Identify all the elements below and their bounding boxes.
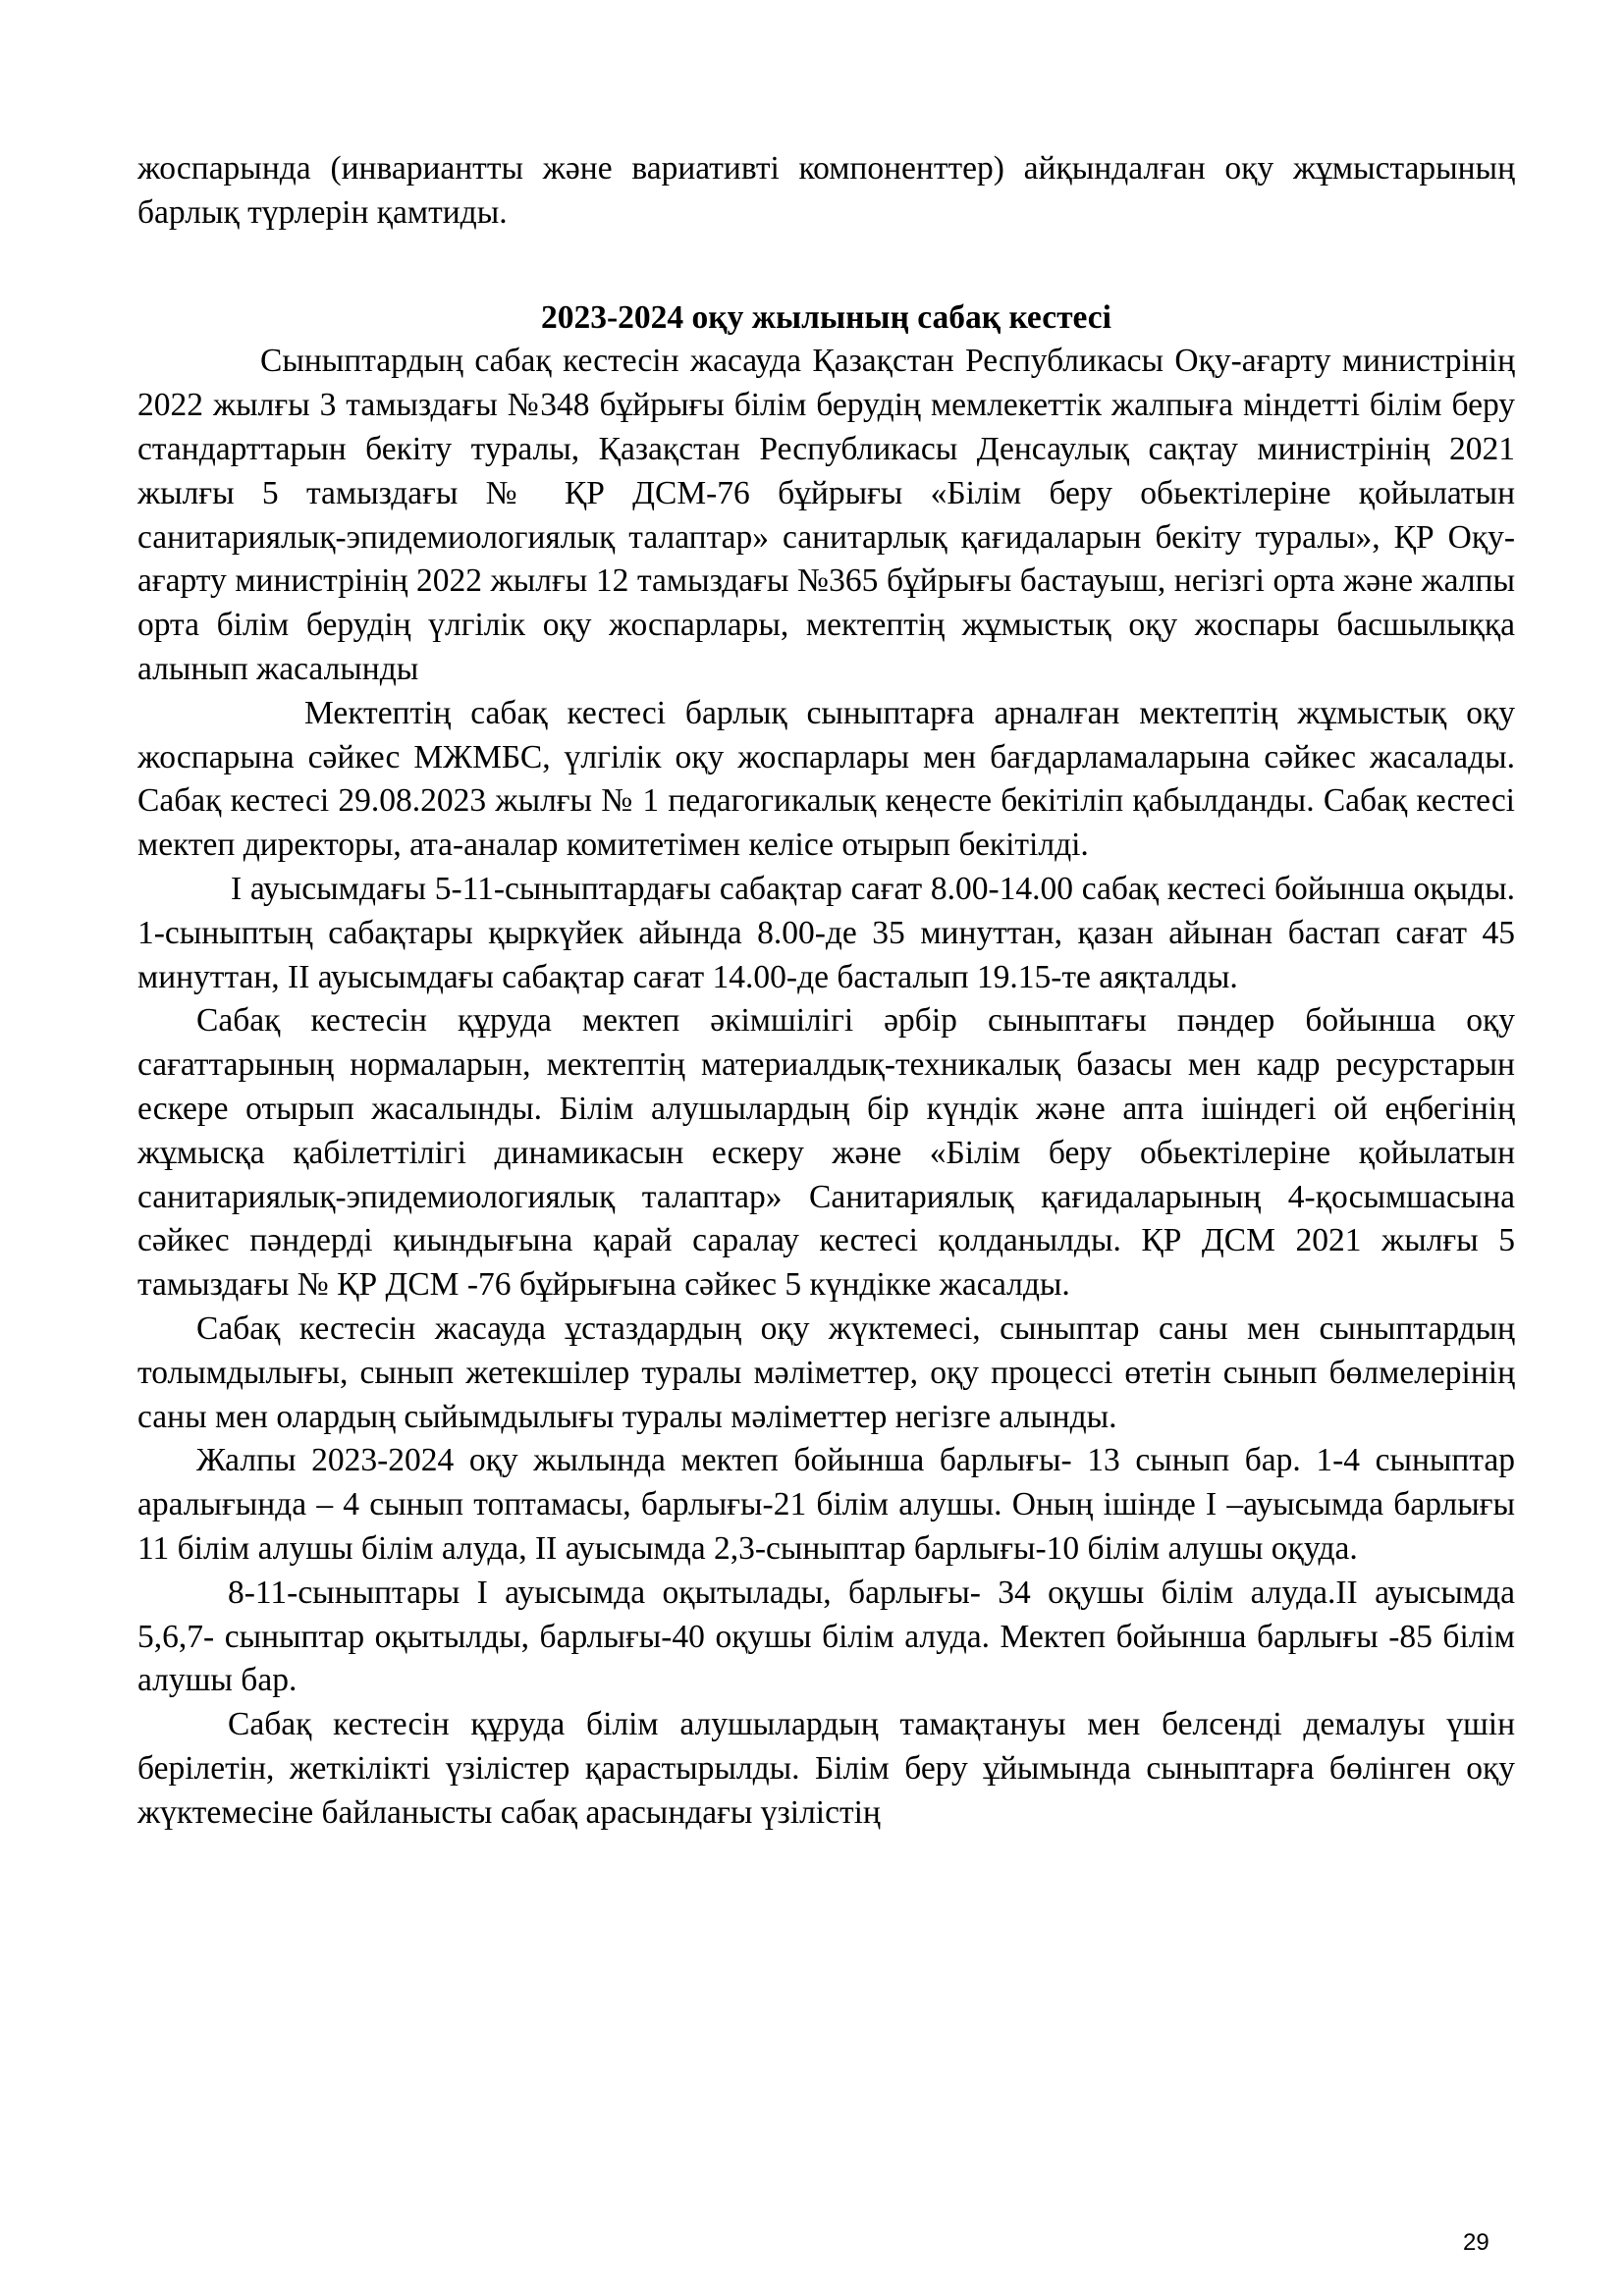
paragraph-breaks: Сабақ кестесін құруда білім алушылардың тамақтануы мен белсенді демалуы үшін берілетін, жеткілікті үзілістер қарастырылды. Білім беру ұйымында сыныптарға бөлінген оқу жүктемесіне байланысты сабақ арасындағы үзілістің — [137, 1706, 1515, 1831]
page-number: 29 — [1463, 2229, 1489, 2256]
paragraph-student-count: 8-11-сыныптары I ауысымда оқытылады, барлығы- 34 оқушы білім алуда.II ауысымда 5,6,7- сыныптар оқытылды, барлығы-40 оқушы білім алуда. Мектеп бойынша барлығы -85 білім алушы бар. — [137, 1574, 1515, 1699]
paragraph-schedule-basis: Сыныптардың сабақ кестесін жасауда Қазақстан Республикасы Оқу-ағарту министрінің 2022 жылғы 3 тамыздағы №348 бұйрығы білім берудің мемлекеттік жалпыға міндетті білім беру стандарттарын бекіту туралы, Қазақстан Республикасы Денсаулық сақтау министрінің 2021 жылғы 5 тамыздағы № ҚР ДСМ-76 бұйрығы «Білім беру обьектілеріне қойылатын санитариялық-эпидемиологиялық талаптар» санитарлық қағидаларын бекіту туралы», ҚР Оқу-ағарту министрінің 2022 жылғы 12 тамыздағы №365 бұйрығы бастауыш, негізгі орта және жалпы орта білім берудің үлгілік оқу жоспарлары, мектептің жұмыстық оқу жоспары басшылыққа алынып жасалынды — [137, 343, 1515, 687]
section-title: 2023-2024 оқу жылының сабақ кестесі — [541, 298, 1111, 336]
paragraph-shifts: I ауысымдағы 5-11-сыныптардағы сабақтар сағат 8.00-14.00 сабақ кестесі бойынша оқыды. 1-сыныптың сабақтары қыркүйек айында 8.00-де 35 минуттан, қазан айынан бастап сағат 45 минуттан, II ауысымдағы сабақтар сағат 14.00-де басталып 19.15-те аяқталды. — [137, 870, 1515, 995]
document-page — [137, 147, 1515, 1835]
paragraph-teacher-load: Сабақ кестесін жасауда ұстаздардың оқу жүктемесі, сыныптар саны мен сыныптардың толымдылығы, сынып жетекшілер туралы мәліметтер, оқу процессі өтетін сынып бөлмелерінің саны мен олардың сыйымдылығы туралы мәліметтер негізге алынды. — [137, 1309, 1515, 1435]
paragraph-continuation: жоспарында (инвариантты және вариативті компоненттер) айқындалған оқу жұмыстарының барлық түрлерін қамтиды. — [137, 150, 1515, 231]
paragraph-administration: Сабақ кестесін құруда мектеп әкімшілігі әрбір сыныптағы пәндер бойынша оқу сағаттарының нормаларын, мектептің материалдық-техникалық базасы мен кадр ресурстарын ескере отырып жасалынды. Білім алушылардың бір күндік және апта ішіндегі ой еңбегінің жұмысқа қабілеттілігі динамикасын ескеру және «Білім беру обьектілеріне қойылатын санитариялық-эпидемиологиялық талаптар» Санитариялық қағидаларының 4-қосымшасына сәйкес пәндерді қиындығына қарай саралау кестесі қолданылды. ҚР ДСМ 2021 жылғы 5 тамыздағы № ҚР ДСМ -76 бұйрығына сәйкес 5 күндікке жасалды. — [137, 1002, 1515, 1304]
paragraph-schedule-approval: Мектептің сабақ кестесі барлық сыныптарға арналған мектептің жұмыстық оқу жоспарына сәйкес МЖМБС, үлгілік оқу жоспарлары мен бағдарламаларына сәйкес жасалады. Сабақ кестесі 29.08.2023 жылғы № 1 педагогикалық кеңесте бекітіліп қабылданды. Сабақ кестесі мектеп директоры, ата-аналар комитетімен келісе отырып бекітілді. — [137, 694, 1515, 864]
paragraph-class-count: Жалпы 2023-2024 оқу жылында мектеп бойынша барлығы- 13 сынып бар. 1-4 сыныптар аралығында – 4 сынып топтамасы, барлығы-21 білім алушы. Оның ішінде I –ауысымда барлығы 11 білім алушы білім алуда, II ауысымда 2,3-сыныптар барлығы-10 білім алушы оқуда. — [137, 1442, 1515, 1567]
